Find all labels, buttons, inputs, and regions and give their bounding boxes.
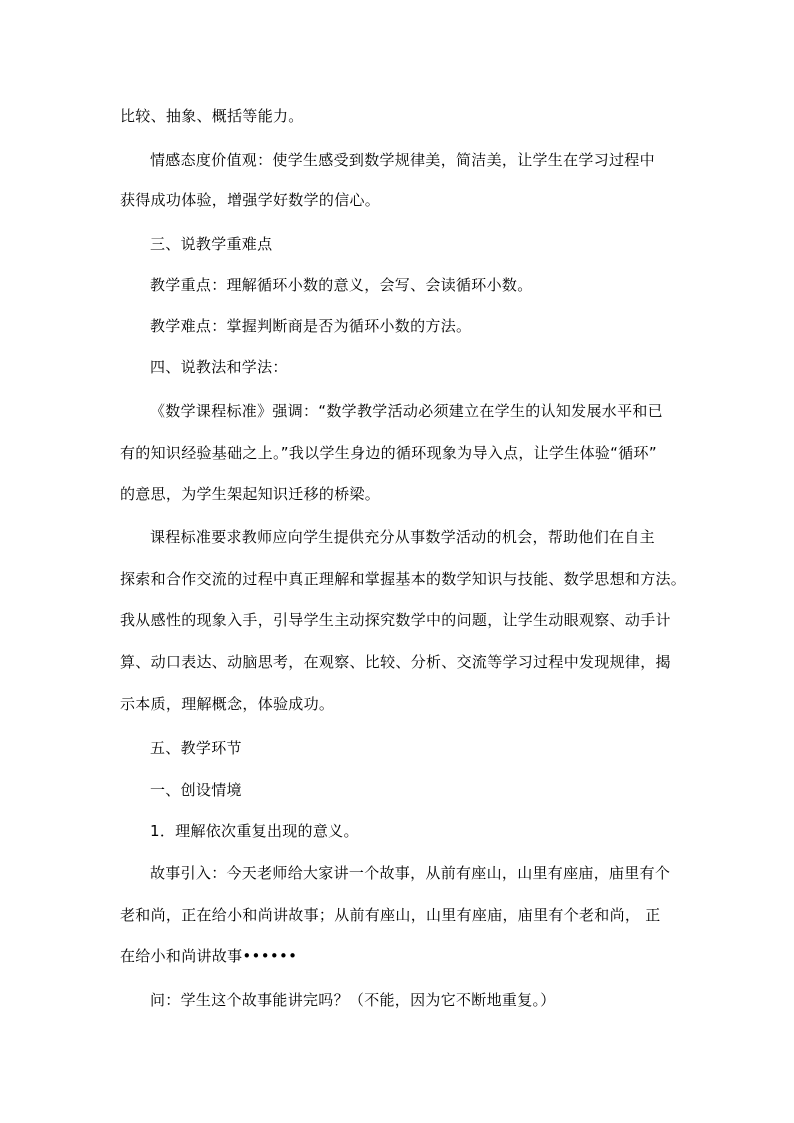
text-line: 在给小和尚讲故事•••••• <box>120 947 298 965</box>
text-line: 老和尚，正在给小和尚讲故事；从前有座山，山里有座庙，庙里有个老和尚， 正 <box>120 906 661 924</box>
text-line: 教学重点：理解循环小数的意义，会写、会读循环小数。 <box>150 276 533 294</box>
section-heading: 一、创设情境 <box>150 781 242 799</box>
section-heading: 三、说教学重难点 <box>150 235 273 253</box>
text-line: 示本质，理解概念，体验成功。 <box>120 695 335 713</box>
section-heading: 四、说教法和学法： <box>150 358 288 376</box>
text-line: 获得成功体验，增强学好数学的信心。 <box>120 191 381 209</box>
text-line: 比较、抽象、概括等能力。 <box>120 107 304 125</box>
text-line: 故事引入：今天老师给大家讲一个故事，从前有座山，山里有座庙，庙里有个 <box>150 864 671 882</box>
text-line: 算、动口表达、动脑思考，在观察、比较、分析、交流等学习过程中发现规律，揭 <box>120 653 671 671</box>
text-line: 有的知识经验基础之上。”我以学生身边的循环现象为导入点，让学生体验“循环” <box>120 444 657 462</box>
text-line: 课程标准要求教师应向学生提供充分从事数学活动的机会，帮助他们在自主 <box>150 528 655 546</box>
text-line: 教学难点：掌握判断商是否为循环小数的方法。 <box>150 317 472 335</box>
text-line: 情感态度价值观：使学生感受到数学规律美，简洁美，让学生在学习过程中 <box>150 151 655 169</box>
text-line: 问：学生这个故事能讲完吗？（不能，因为它不断地重复。） <box>150 991 556 1009</box>
text-line: 《数学课程标准》强调：“数学教学活动必须建立在学生的认知发展水平和已 <box>150 402 663 420</box>
text-line: 探索和合作交流的过程中真正理解和掌握基本的数学知识与技能、数学思想和方法。 <box>120 570 687 588</box>
text-line: 我从感性的现象入手，引导学生主动探究数学中的问题，让学生动眼观察、动手计 <box>120 611 671 629</box>
text-line: 的意思，为学生架起知识迁移的桥梁。 <box>120 485 381 503</box>
section-heading: 五、教学环节 <box>150 739 242 757</box>
text-line: 1．理解依次重复出现的意义。 <box>150 822 359 840</box>
